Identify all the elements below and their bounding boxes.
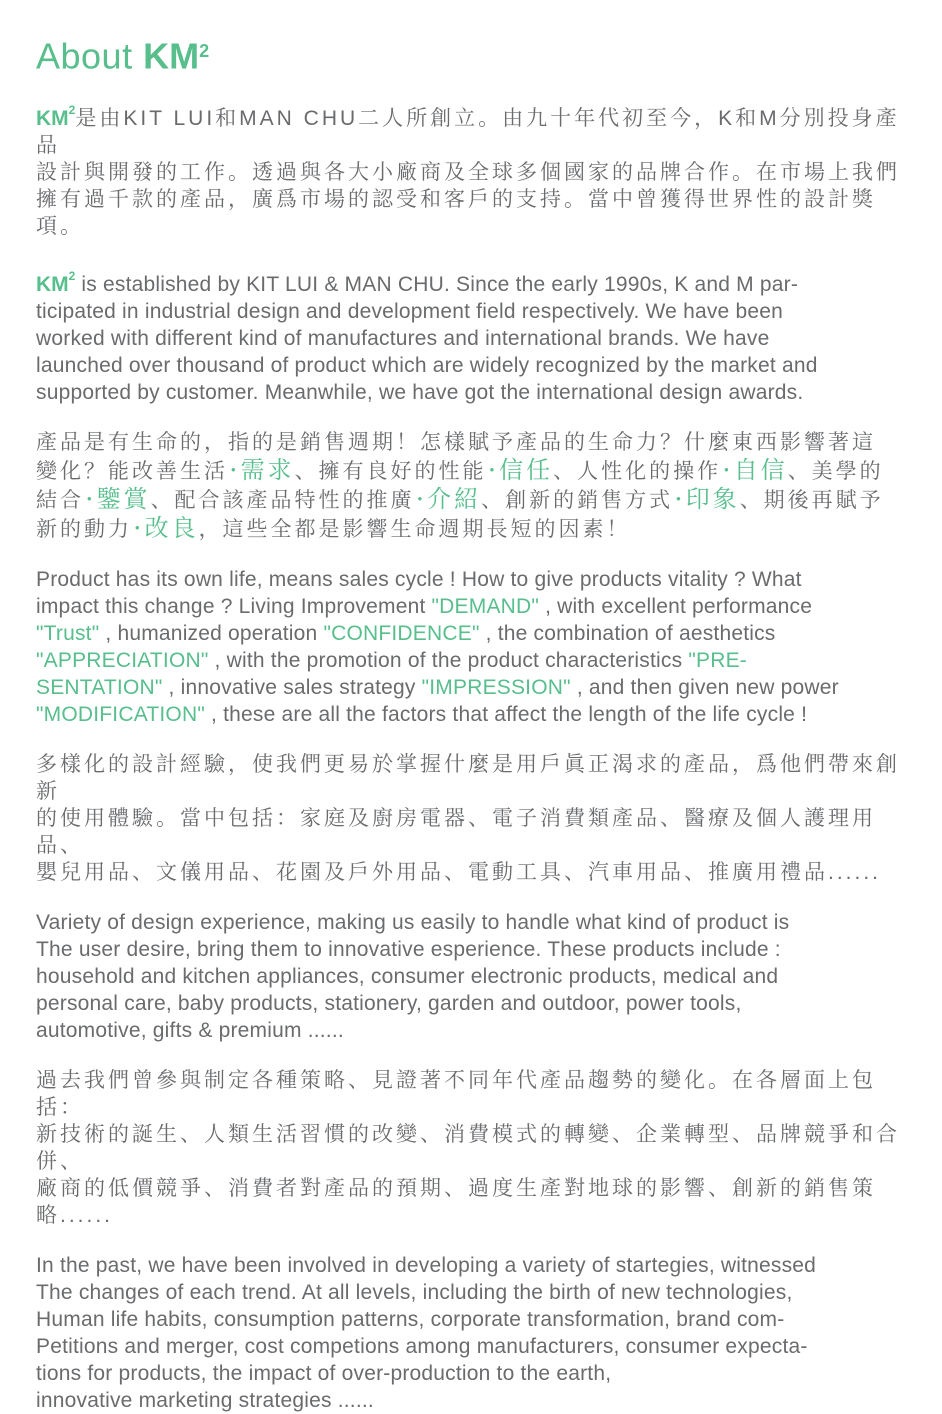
text-run: is established by KIT LUI & MAN CHU. Since the early 1990s, K and M par- [75, 272, 799, 296]
text-run: personal care, baby products, stationery, garden and outdoor, power tools, [36, 991, 742, 1015]
highlight-keyword: 需求 [240, 456, 295, 484]
text-run: launched over thousand of product which are widely recognized by the market and [36, 353, 818, 377]
highlight-keyword: 信任 [499, 456, 554, 484]
highlight-keyword: "APPRECIATION" [36, 648, 209, 672]
text-run: ，這些全都是影響生命週期長短的因素！ [198, 517, 631, 541]
text-run: automotive, gifts & premium ...... [36, 1018, 344, 1042]
paragraph-intro-zh [36, 97, 918, 240]
highlight-keyword: "MODIFICATION" [36, 702, 205, 726]
text-run: 、擁有良好的性能 [294, 459, 487, 483]
bullet-icon: • [676, 490, 681, 506]
text-run: 設計與開發的工作。透過與各大小廠商及全球多個國家的品牌合作。在市場上我們 [36, 160, 900, 184]
text-run: , these are all the factors that affect the length of the life cycle ! [204, 702, 808, 726]
text-run: 、創新的銷售方式 [481, 488, 674, 512]
paragraph-lifecycle-en [36, 566, 918, 728]
highlight-keyword: "Trust" [36, 621, 100, 645]
bullet-icon: • [724, 461, 729, 477]
paragraph-experience-zh [36, 751, 918, 886]
text-run: 的使用體驗。當中包括：家庭及廚房電器、電子消費類產品、醫療及個人護理用品、 [36, 806, 876, 857]
highlight-keyword: "PRE- [688, 648, 747, 672]
text-run: , with the promotion of the product characteristics [208, 648, 689, 672]
text-run: 新技術的誕生、人類生活習慣的改變、消費模式的轉變、企業轉型、品牌競爭和合併、 [36, 1122, 900, 1173]
text-run: Variety of design experience, making us easily to handle what kind of product is [36, 910, 790, 934]
highlight-keyword: 介紹 [427, 485, 482, 513]
text-run: 是由KIT LUI和MAN CHU二人所創立。由九十年代初至今，K和M分別投身產品 [36, 106, 900, 157]
text-run: innovative marketing strategies ...... [36, 1388, 374, 1412]
highlight-keyword: 印象 [685, 485, 740, 513]
text-run: , innovative sales strategy [162, 675, 422, 699]
text-run: Product has its own life, means sales cycle ! How to give products vitality ? What [36, 567, 802, 591]
text-run: 嬰兒用品、文儀用品、花園及戶外用品、電動工具、汽車用品、推廣用禮品...... [36, 860, 882, 884]
paragraph-intro-en [36, 263, 918, 406]
page-title [36, 30, 918, 78]
highlight-keyword: 自信 [733, 456, 788, 484]
text-run: 變化？能改善生活 [36, 459, 228, 483]
text-run: , and then given new power [570, 675, 839, 699]
brand-km: KM [36, 106, 69, 130]
text-run: 產品是有生命的，指的是銷售週期！怎樣賦予產品的生命力？什麼東西影響著這 [36, 430, 876, 454]
text-run: , the combination of aesthetics [479, 621, 776, 645]
highlight-keyword: "IMPRESSION" [421, 675, 571, 699]
bullet-icon: • [231, 461, 236, 477]
text-run: Petitions and merger, cost competions among manufacturers, consumer expecta- [36, 1334, 808, 1358]
bullet-icon: • [135, 519, 140, 535]
highlight-keyword: 鑒賞 [96, 485, 151, 513]
highlight-keyword: "CONFIDENCE" [323, 621, 480, 645]
about-content [36, 97, 918, 1414]
bullet-icon: • [87, 490, 92, 506]
text-run: 、配合該產品特性的推廣 [150, 488, 415, 512]
brand-sup-2: 2 [68, 102, 76, 117]
highlight-keyword: 改良 [144, 514, 199, 542]
brand-km: KM [36, 272, 69, 296]
text-run: 多樣化的設計經驗，使我們更易於掌握什麼是用戶眞正渴求的產品，爲他們帶來創新 [36, 752, 900, 803]
text-run: The user desire, bring them to innovative esperience. These products include : [36, 937, 781, 961]
text-run: The changes of each trend. At all levels, including the birth of new technologies, [36, 1280, 793, 1304]
title-prefix: About [36, 35, 144, 77]
text-run: ticipated in industrial design and development field respectively. We have been [36, 299, 783, 323]
paragraph-strategy-zh [36, 1067, 918, 1229]
paragraph-experience-en [36, 909, 918, 1044]
brand-sup-2: 2 [68, 268, 76, 283]
text-run: , humanized operation [99, 621, 324, 645]
text-run: worked with different kind of manufactures and international brands. We have [36, 326, 770, 350]
text-run: 廠商的低價競爭、消費者對產品的預期、過度生產對地球的影響、創新的銷售策略...... [36, 1176, 876, 1227]
brand-km: KM [143, 35, 200, 77]
brand-sup-2: 2 [199, 41, 210, 61]
text-run: 結合 [36, 488, 84, 512]
highlight-keyword: SENTATION" [36, 675, 163, 699]
text-run: 、期後再賦予 [739, 488, 884, 512]
text-run: 過去我們曾參與制定各種策略、見證著不同年代產品趨勢的變化。在各層面上包括： [36, 1068, 876, 1119]
text-run: , with excellent performance [539, 594, 813, 618]
text-run: Human life habits, consumption patterns, corporate transformation, brand com- [36, 1307, 785, 1331]
paragraph-strategy-en [36, 1252, 918, 1414]
text-run: 、人性化的操作 [553, 459, 722, 483]
paragraph-lifecycle-zh [36, 429, 918, 543]
text-run: In the past, we have been involved in developing a variety of startegies, witnessed [36, 1253, 817, 1277]
bullet-icon: • [417, 490, 423, 506]
text-run: 、美學的 [787, 459, 884, 483]
highlight-keyword: "DEMAND" [431, 594, 540, 618]
bullet-icon: • [489, 461, 495, 477]
text-run: tions for products, the impact of over-production to the earth, [36, 1361, 612, 1385]
text-run: supported by customer. Meanwhile, we have got the international design awards. [36, 380, 804, 404]
text-run: 新的動力 [36, 517, 132, 541]
text-run: household and kitchen appliances, consumer electronic products, medical and [36, 964, 779, 988]
text-run: impact this change ? Living Improvement [36, 594, 432, 618]
text-run: 擁有過千款的產品，廣爲市場的認受和客戶的支持。當中曾獲得世界性的設計獎項。 [36, 187, 876, 238]
